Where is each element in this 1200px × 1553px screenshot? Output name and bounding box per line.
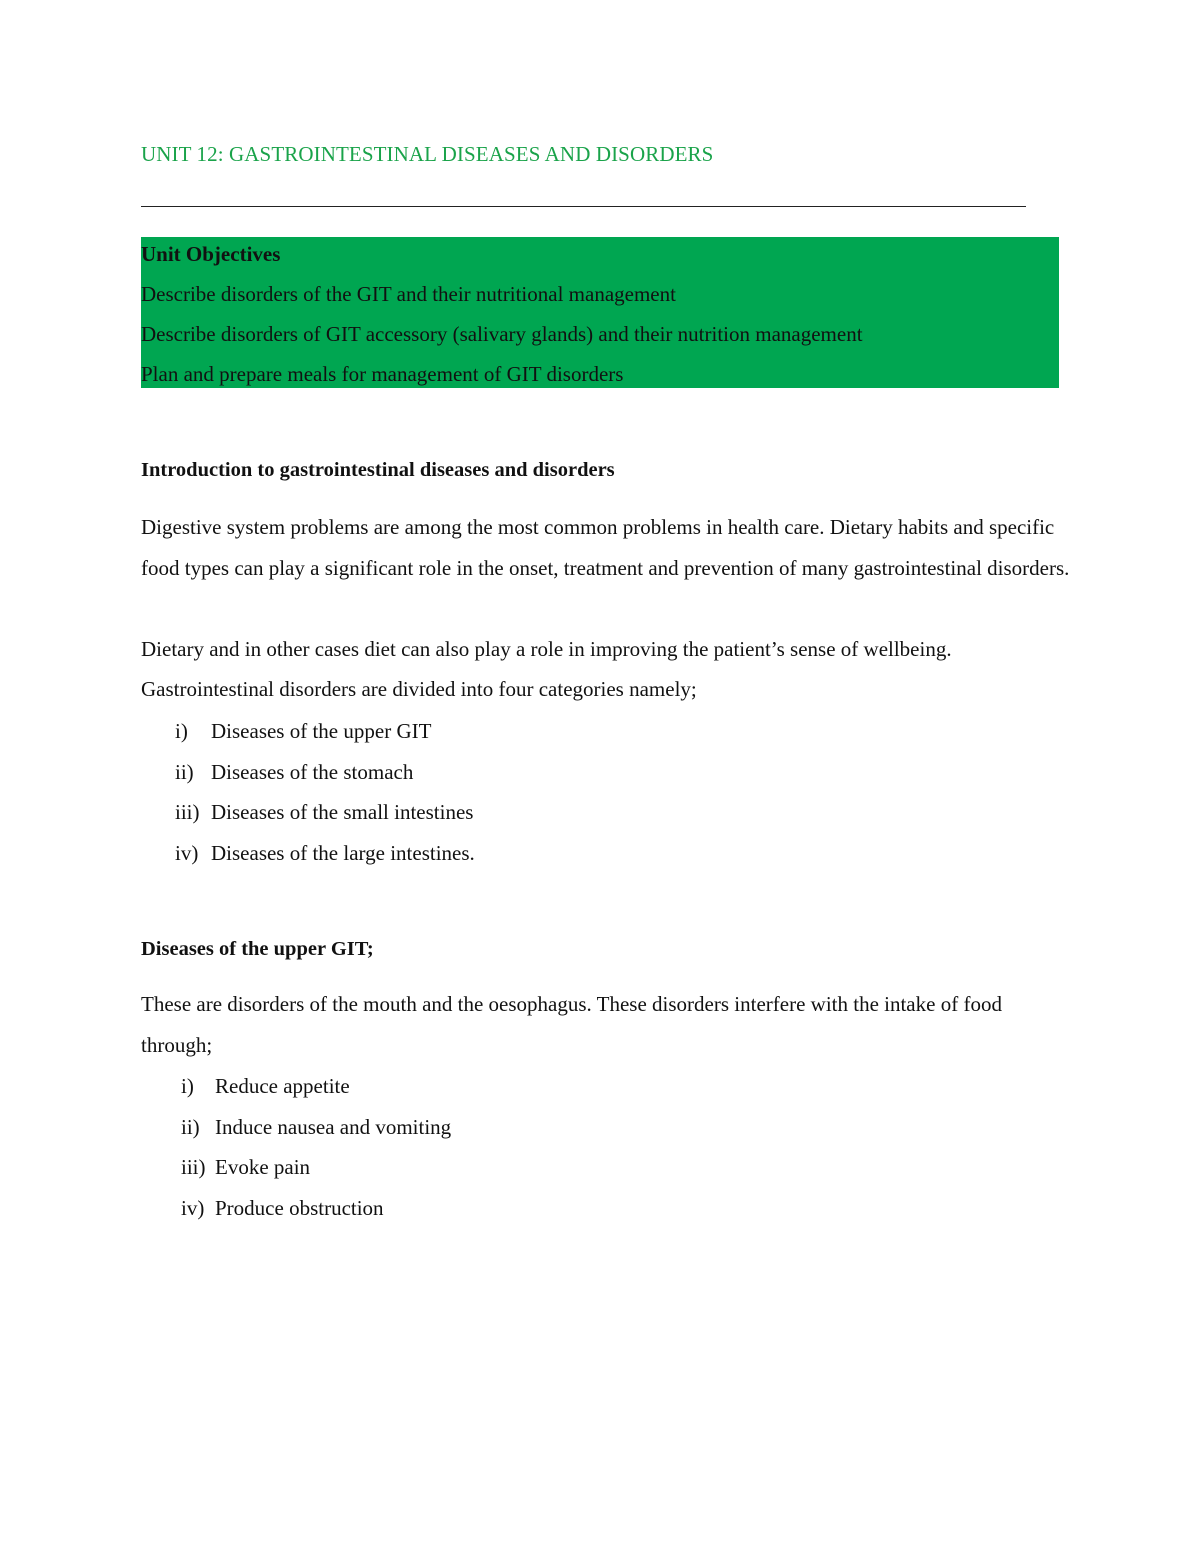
list-text: Diseases of the small intestines [211,800,474,824]
list-item [181,1066,350,1107]
list-item [181,1107,452,1148]
unit-title: UNIT 12: GASTROINTESTINAL DISEASES AND DISORDERS [141,142,714,166]
list-text: Produce obstruction [215,1195,384,1220]
objective-item: Describe disorders of GIT accessory (salivary glands) and their nutrition management [141,322,863,346]
list-number: i) [175,719,188,743]
objectives-heading: Unit Objectives [141,242,281,266]
intro-heading: Introduction to gastrointestinal diseases and disorders [141,459,615,481]
intro-paragraph-3: Gastrointestinal disorders are divided into four categories namely; [141,677,697,701]
list-text: Diseases of the large intestines. [211,840,475,865]
list-number: iv) [181,1195,205,1220]
list-number: iii) [181,1155,206,1179]
list-item [175,752,414,793]
intro-paragraph-1: Digestive system problems are among the most common problems in health care. Dietary habits and specific food types can play a significant role in the onset, treatment and prevention of many gastrointestinal disorders. [141,515,1070,580]
upper-git-heading: Diseases of the upper GIT; [141,938,374,960]
upper-git-list [181,1066,452,1228]
list-item [175,833,475,874]
title-divider [141,206,1026,207]
list-number: iv) [175,840,199,865]
objectives-box [141,237,1059,388]
list-item [175,711,432,752]
list-number: ii) [175,759,194,784]
objective-item: Describe disorders of the GIT and their nutritional management [141,282,676,306]
list-number: iii) [175,800,200,824]
list-number: ii) [181,1114,200,1139]
list-text: Reduce appetite [215,1074,350,1098]
list-text: Induce nausea and vomiting [215,1114,452,1139]
objective-item: Plan and prepare meals for management of GIT disorders [141,362,624,386]
list-item [181,1188,384,1229]
list-text: Evoke pain [215,1155,311,1179]
list-text: Diseases of the stomach [211,759,414,784]
intro-paragraph-2: Dietary and in other cases diet can also play a role in improving the patient’s sense of wellbeing. [141,637,952,661]
intro-category-list [175,711,475,873]
upper-git-paragraph: These are disorders of the mouth and the oesophagus. These disorders interfere with the intake of food through; [141,992,1002,1057]
list-number: i) [181,1074,194,1098]
list-item [181,1147,311,1188]
list-item [175,792,474,833]
list-text: Diseases of the upper GIT [211,719,432,743]
